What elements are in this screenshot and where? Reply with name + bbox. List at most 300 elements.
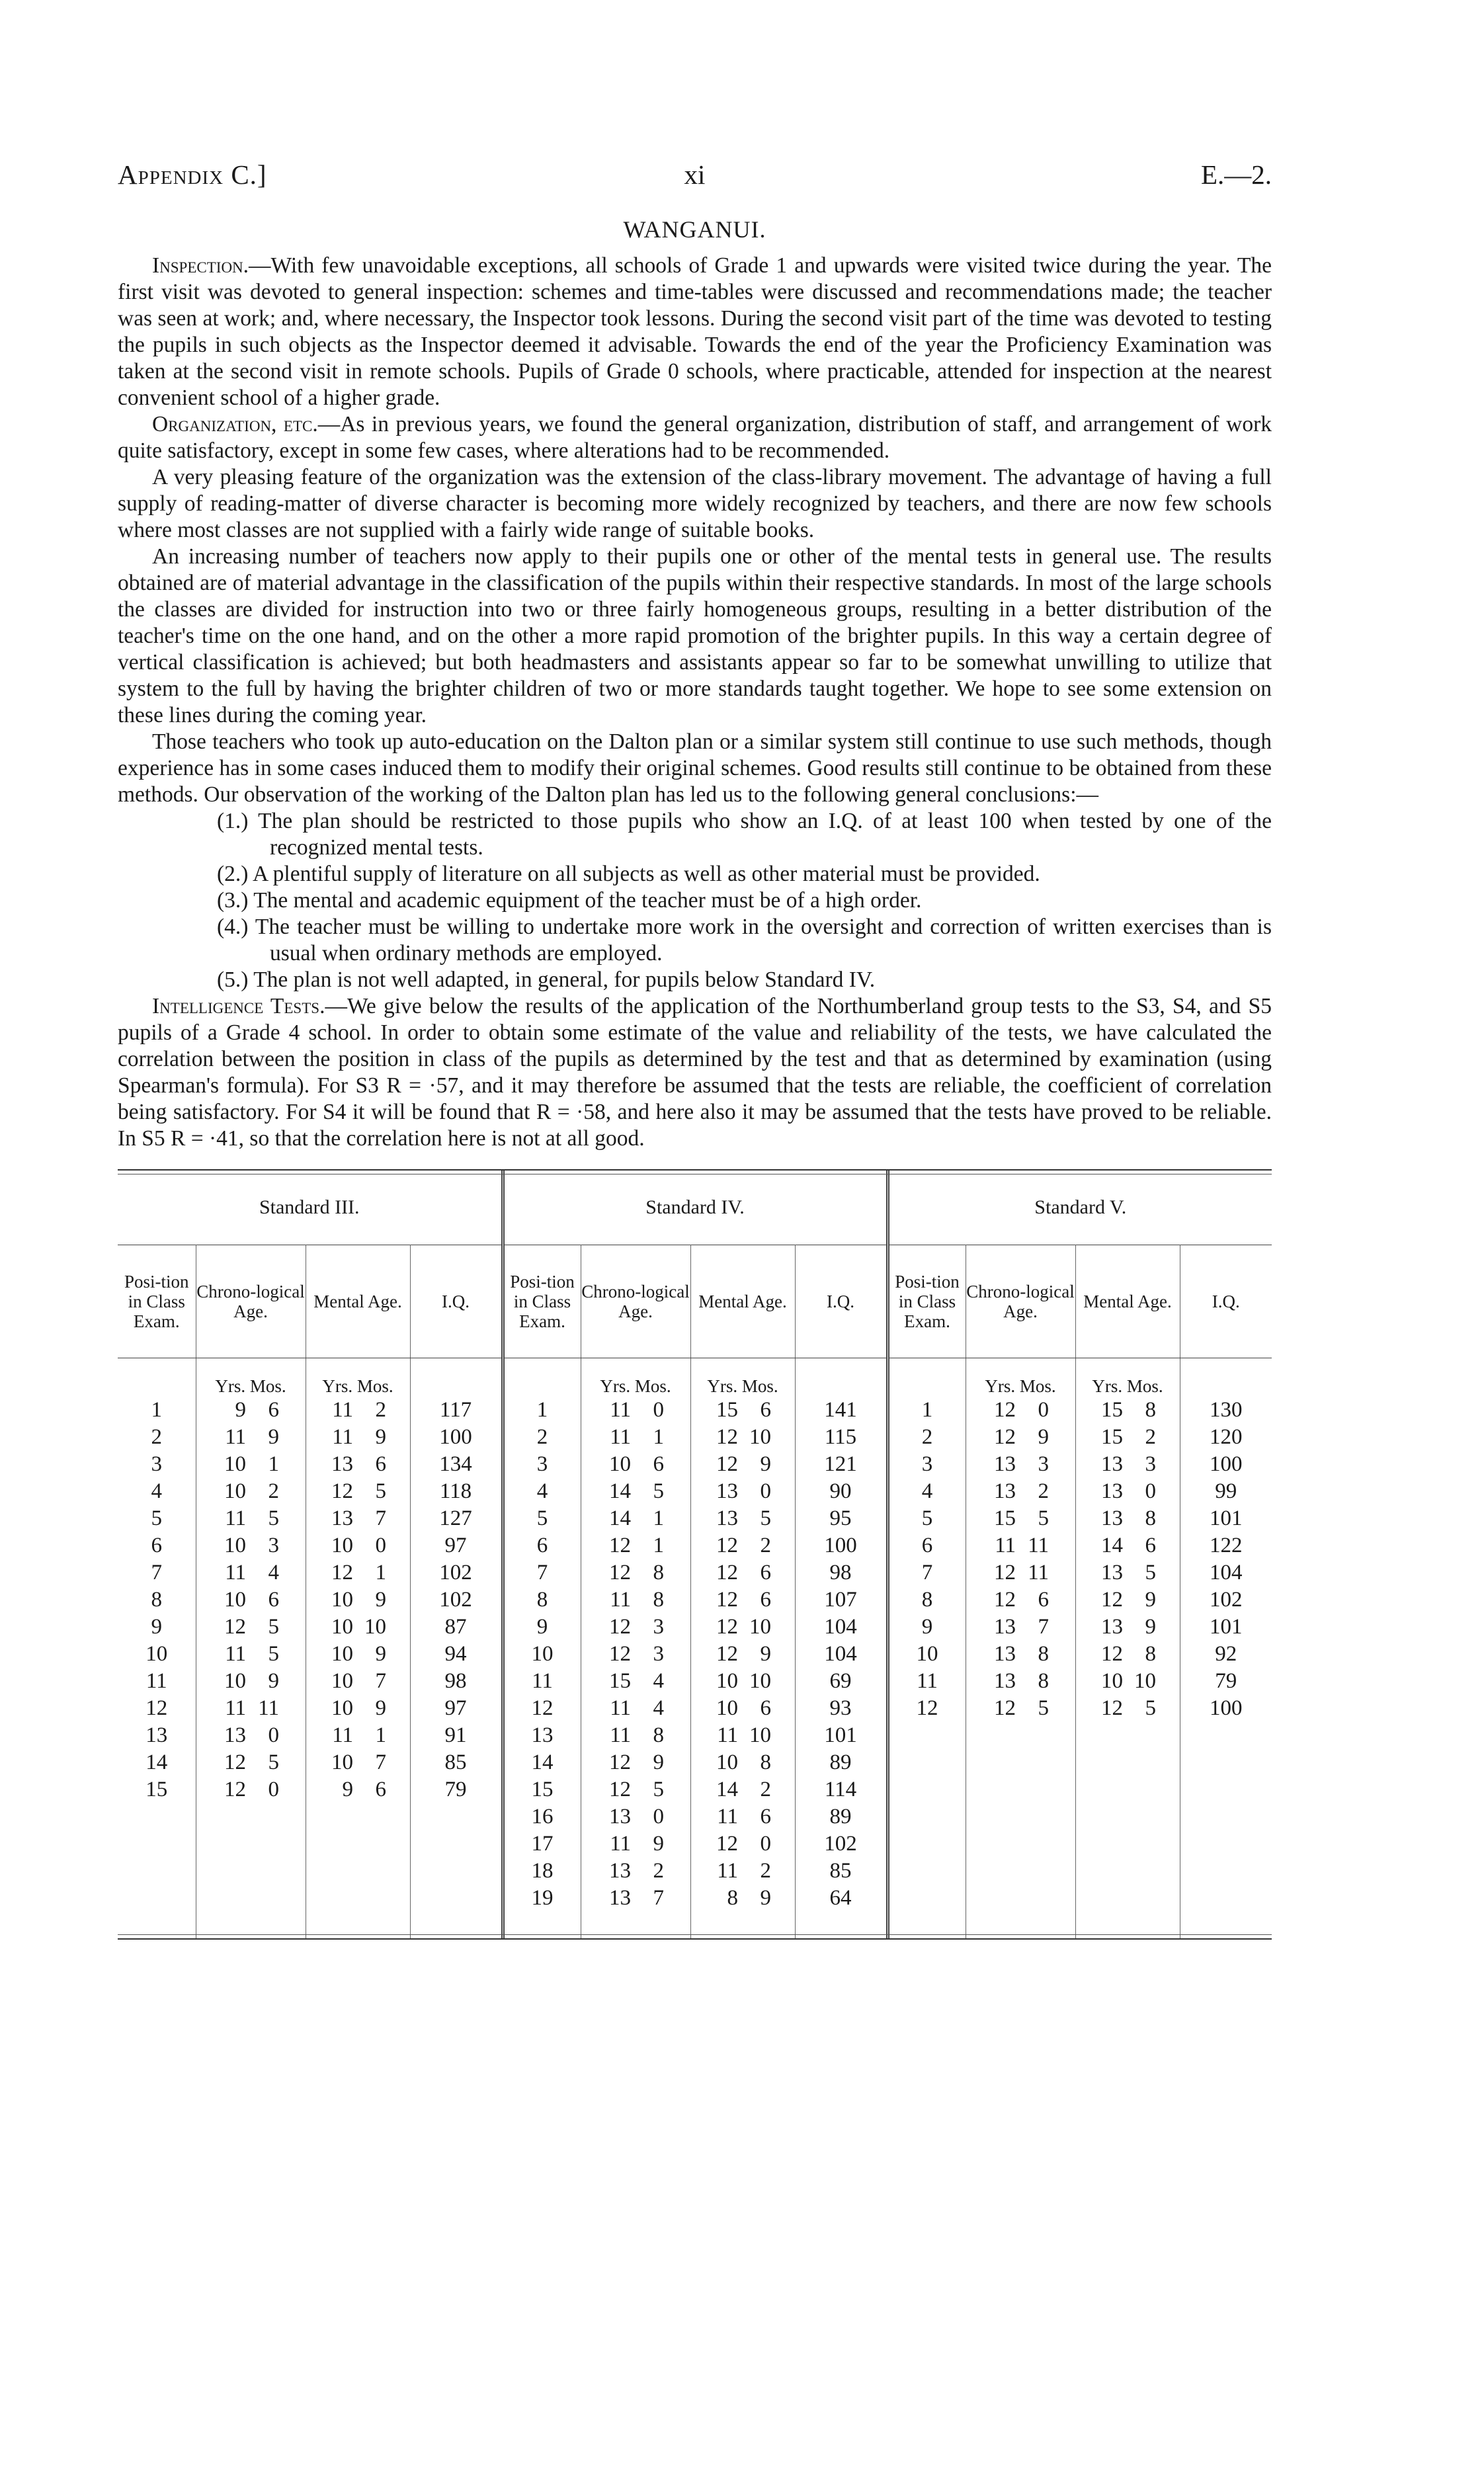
age-years: 12 xyxy=(716,1561,738,1584)
age-months: 0 xyxy=(653,1398,664,1422)
age-years: 14 xyxy=(716,1778,738,1801)
mental-age-cell xyxy=(690,1397,795,1424)
age-years: 12 xyxy=(716,1642,738,1666)
age-years: 11 xyxy=(332,1723,353,1747)
age-months: 3 xyxy=(1038,1452,1049,1476)
chronological-age-cell xyxy=(966,1668,1075,1695)
age-years: 14 xyxy=(1101,1534,1123,1557)
chronological-age-cell xyxy=(581,1749,690,1776)
age-months: 0 xyxy=(268,1778,279,1801)
age-months: 1 xyxy=(375,1723,386,1747)
age-months: 8 xyxy=(1145,1506,1156,1530)
iq-cell xyxy=(410,1885,503,1912)
chronological-age-cell xyxy=(966,1451,1075,1478)
mental-age-cell xyxy=(306,1586,410,1614)
chronological-age-cell xyxy=(196,1668,306,1695)
spacer-cell xyxy=(1180,1912,1272,1938)
chronological-age-cell xyxy=(966,1641,1075,1668)
units-cell xyxy=(118,1358,196,1397)
chronological-age-cell xyxy=(196,1559,306,1586)
iq-cell: 64 xyxy=(795,1885,887,1912)
mental-age-cell xyxy=(1075,1478,1180,1505)
mental-age-cell xyxy=(306,1776,410,1803)
iq-cell: 104 xyxy=(795,1614,887,1641)
position-cell: 16 xyxy=(503,1803,581,1830)
age-years: 12 xyxy=(716,1615,738,1639)
age-months: 5 xyxy=(375,1479,386,1503)
age-years: 13 xyxy=(1101,1615,1123,1639)
chronological-age-cell xyxy=(966,1505,1075,1532)
iq-header: I.Q. xyxy=(1180,1245,1272,1358)
age-months: 1 xyxy=(653,1534,664,1557)
position-cell: 7 xyxy=(503,1559,581,1586)
chronological-age-header: Chrono-logical Age. xyxy=(196,1245,306,1358)
document-page xyxy=(118,159,1272,1940)
iq-cell: 102 xyxy=(1210,1588,1243,1612)
table-row xyxy=(118,1451,1272,1478)
position-cell: 2 xyxy=(503,1424,581,1451)
age-months: 6 xyxy=(268,1398,279,1422)
position-cell: 10 xyxy=(887,1641,966,1668)
mental-age-cell xyxy=(690,1749,795,1776)
chronological-age-cell xyxy=(966,1858,1075,1885)
chronological-age-cell xyxy=(966,1830,1075,1858)
chronological-age-cell xyxy=(196,1614,306,1641)
position-cell: 1 xyxy=(887,1397,966,1424)
spacer-cell xyxy=(118,1912,196,1938)
age-months: 6 xyxy=(1145,1534,1156,1557)
position-cell: 12 xyxy=(118,1695,196,1722)
position-cell: 17 xyxy=(503,1830,581,1858)
chronological-age-cell xyxy=(581,1695,690,1722)
table-row xyxy=(118,1586,1272,1614)
iq-cell: 95 xyxy=(795,1505,887,1532)
age-months: 11 xyxy=(258,1696,279,1720)
position-cell xyxy=(887,1722,966,1749)
table-row xyxy=(118,1668,1272,1695)
age-years: 12 xyxy=(1101,1696,1123,1720)
mental-age-cell xyxy=(690,1505,795,1532)
table-row xyxy=(118,1478,1272,1505)
age-years: 13 xyxy=(609,1859,631,1883)
age-months: 2 xyxy=(760,1778,771,1801)
age-years: 10 xyxy=(716,1696,738,1720)
position-cell: 4 xyxy=(503,1478,581,1505)
position-header: Posi-tion in Class Exam. xyxy=(118,1245,196,1358)
position-cell: 11 xyxy=(887,1668,966,1695)
position-cell: 7 xyxy=(887,1559,966,1586)
age-years: 10 xyxy=(331,1588,353,1612)
chronological-age-cell xyxy=(966,1424,1075,1451)
age-years: 13 xyxy=(609,1805,631,1829)
age-months: 9 xyxy=(653,1832,664,1856)
age-months: 7 xyxy=(375,1506,386,1530)
mental-age-cell xyxy=(306,1478,410,1505)
iq-cell: 118 xyxy=(410,1478,503,1505)
age-years: 15 xyxy=(994,1506,1016,1530)
mental-age-header: Mental Age. xyxy=(1075,1245,1180,1358)
mental-age-cell xyxy=(1075,1668,1180,1695)
chronological-age-cell xyxy=(581,1614,690,1641)
spacer-cell xyxy=(410,1912,503,1938)
age-months: 0 xyxy=(268,1723,279,1747)
heading-inspection: Inspection. xyxy=(152,253,249,278)
iq-cell: 93 xyxy=(795,1695,887,1722)
age-years: 11 xyxy=(610,1588,631,1612)
mental-age-cell xyxy=(306,1830,410,1858)
mental-age-cell xyxy=(306,1695,410,1722)
age-months: 8 xyxy=(1145,1398,1156,1422)
position-cell: 19 xyxy=(503,1885,581,1912)
paragraph-inspection xyxy=(118,253,1272,411)
age-months: 8 xyxy=(653,1561,664,1584)
chronological-age-cell xyxy=(196,1885,306,1912)
age-months: 6 xyxy=(268,1588,279,1612)
age-months: 4 xyxy=(653,1669,664,1693)
mental-age-cell xyxy=(690,1776,795,1803)
iq-table xyxy=(118,1171,1272,1938)
age-years: 15 xyxy=(1101,1398,1123,1422)
conclusion-item: (2.) A plentiful supply of literature on all subjects as well as other material must be provided. xyxy=(217,862,1040,886)
age-years: 10 xyxy=(609,1452,631,1476)
age-months: 4 xyxy=(268,1561,279,1584)
section-title: WANGANUI. xyxy=(623,216,766,243)
iq-cell: 89 xyxy=(795,1803,887,1830)
chronological-age-cell xyxy=(581,1478,690,1505)
paragraph-dalton: Those teachers who took up auto-education on the Dalton plan or a similar system still continue to use such methods, though experience has in some cases induced them to modify their original schemes. Good results still continue to be obtained from these methods. Our observation of the working of the Dalton plan has led us to the following general conclusions:— xyxy=(118,729,1272,807)
age-years: 11 xyxy=(717,1723,738,1747)
age-years: 10 xyxy=(331,1615,353,1639)
age-years: 13 xyxy=(716,1479,738,1503)
page-header xyxy=(118,159,1272,205)
age-years: 11 xyxy=(995,1534,1016,1557)
chronological-age-cell xyxy=(196,1641,306,1668)
mental-age-cell xyxy=(690,1722,795,1749)
position-cell: 3 xyxy=(887,1451,966,1478)
age-years: 15 xyxy=(609,1669,631,1693)
conclusion-item: (3.) The mental and academic equipment of the teacher must be of a high order. xyxy=(217,888,922,913)
units-cell xyxy=(795,1358,887,1397)
conclusion-item: (4.) The teacher must be willing to undertake more work in the oversight and correction of written exercises than is usual when ordinary methods are employed. xyxy=(217,915,1272,966)
position-cell: 4 xyxy=(118,1478,196,1505)
chronological-age-cell xyxy=(196,1532,306,1559)
age-years: 12 xyxy=(994,1561,1016,1584)
age-years: 12 xyxy=(609,1642,631,1666)
mental-age-cell xyxy=(1075,1505,1180,1532)
units-label: Yrs. Mos. xyxy=(581,1358,690,1397)
position-cell: 7 xyxy=(118,1559,196,1586)
age-months: 9 xyxy=(1145,1615,1156,1639)
mental-age-cell xyxy=(690,1830,795,1858)
paragraph-mental-tests: An increasing number of teachers now apply to their pupils one or other of the mental tests in general use. The results obtained are of material advantage in the classification of the pupils within their respective standards. In most of the large schools the classes are divided for instruction into two or three fairly homogeneous groups, resulting in a better distribution of the teacher's time on the one hand, and on the other a more rapid promotion of the brighter pupils. In this way a certain degree of vertical classification is achieved; but both headmasters and assistants appear so far to be somewhat unwilling to utilize that system to the full by having the brighter children of two or more standards taught together. We hope to see some extension on these lines during the coming year. xyxy=(118,544,1272,727)
age-years: 12 xyxy=(716,1588,738,1612)
group-header-standard-5: Standard V. xyxy=(1034,1196,1127,1218)
mental-age-cell xyxy=(306,1641,410,1668)
age-years: 13 xyxy=(224,1723,246,1747)
chronological-age-cell xyxy=(581,1803,690,1830)
position-header: Posi-tion in Class Exam. xyxy=(887,1245,966,1358)
age-months: 11 xyxy=(1028,1534,1049,1557)
age-years: 11 xyxy=(717,1859,738,1883)
age-years: 12 xyxy=(994,1696,1016,1720)
iq-cell xyxy=(410,1803,503,1830)
age-months: 8 xyxy=(1038,1642,1049,1666)
age-months: 2 xyxy=(375,1398,386,1422)
table-row xyxy=(118,1885,1272,1912)
age-years: 12 xyxy=(224,1750,246,1774)
table-row xyxy=(118,1641,1272,1668)
position-cell: 14 xyxy=(503,1749,581,1776)
age-years: 11 xyxy=(225,1696,246,1720)
age-months: 3 xyxy=(653,1642,664,1666)
age-months: 0 xyxy=(1038,1398,1049,1422)
chronological-age-cell xyxy=(966,1803,1075,1830)
position-cell: 9 xyxy=(887,1614,966,1641)
table-row xyxy=(118,1532,1272,1559)
chronological-age-cell xyxy=(581,1858,690,1885)
units-cell xyxy=(887,1358,966,1397)
iq-cell: 101 xyxy=(1210,1506,1243,1530)
position-cell: 8 xyxy=(887,1586,966,1614)
chronological-age-cell xyxy=(196,1397,306,1424)
age-years: 15 xyxy=(716,1398,738,1422)
iq-header: I.Q. xyxy=(795,1245,887,1358)
iq-results-table xyxy=(118,1169,1272,1940)
age-years: 11 xyxy=(610,1696,631,1720)
age-months: 5 xyxy=(1145,1561,1156,1584)
age-years: 12 xyxy=(994,1425,1016,1449)
mental-age-cell xyxy=(1075,1830,1180,1858)
position-cell: 8 xyxy=(118,1586,196,1614)
age-months: 9 xyxy=(375,1696,386,1720)
mental-age-cell xyxy=(306,1722,410,1749)
age-months: 2 xyxy=(268,1479,279,1503)
iq-cell: 104 xyxy=(1210,1561,1243,1584)
text-intelligence: —We give below the results of the application of the Northumberland group tests to the S3, S4, and S5 pupils of a Grade 4 school. In order to obtain some estimate of the value and reliability of the tests, we have calculated the correlation between the position in class of the pupils as determined by the test and that as determined by examination (using Spearman's formula). For S3 R = ·57, and it may therefore be assumed that the tests are reliable, the coefficient of correlation being satisfactory. For S4 it will be found that R = ·58, and here also it may be assumed that the tests have proved to be reliable. In S5 R = ·41, so that the correlation here is not at all good. xyxy=(118,994,1272,1151)
iq-cell: 102 xyxy=(410,1559,503,1586)
mental-age-cell xyxy=(306,1424,410,1451)
chronological-age-cell xyxy=(581,1559,690,1586)
chronological-age-cell xyxy=(196,1749,306,1776)
iq-cell: 130 xyxy=(1210,1398,1243,1422)
age-years: 10 xyxy=(224,1534,246,1557)
iq-cell: 91 xyxy=(410,1722,503,1749)
report-body xyxy=(118,253,1272,1152)
age-months: 1 xyxy=(268,1452,279,1476)
age-years: 14 xyxy=(609,1506,631,1530)
position-cell xyxy=(887,1803,966,1830)
table-row xyxy=(118,1858,1272,1885)
document-code: E.—2. xyxy=(1200,159,1272,190)
mental-age-cell xyxy=(1075,1885,1180,1912)
position-cell: 13 xyxy=(503,1722,581,1749)
age-years: 11 xyxy=(225,1506,246,1530)
iq-header: I.Q. xyxy=(410,1245,503,1358)
iq-cell: 79 xyxy=(1215,1669,1237,1693)
age-years: 12 xyxy=(331,1561,353,1584)
mental-age-cell xyxy=(690,1641,795,1668)
age-years: 12 xyxy=(716,1832,738,1856)
position-cell: 15 xyxy=(118,1776,196,1803)
mental-age-cell xyxy=(306,1505,410,1532)
iq-cell: 90 xyxy=(795,1478,887,1505)
age-months: 9 xyxy=(760,1886,771,1910)
table-row xyxy=(118,1749,1272,1776)
iq-cell xyxy=(1180,1885,1272,1912)
age-months: 0 xyxy=(760,1479,771,1503)
paragraph-intelligence xyxy=(118,993,1272,1152)
chronological-age-cell xyxy=(196,1695,306,1722)
position-cell: 3 xyxy=(118,1451,196,1478)
age-months: 7 xyxy=(653,1886,664,1910)
age-months: 10 xyxy=(749,1615,771,1639)
iq-cell: 92 xyxy=(1215,1642,1237,1666)
chronological-age-cell xyxy=(196,1478,306,1505)
age-months: 5 xyxy=(268,1642,279,1666)
mental-age-cell xyxy=(306,1451,410,1478)
age-years: 12 xyxy=(716,1425,738,1449)
age-years: 12 xyxy=(716,1452,738,1476)
chronological-age-cell xyxy=(581,1668,690,1695)
chronological-age-cell xyxy=(966,1885,1075,1912)
age-years: 12 xyxy=(609,1534,631,1557)
chronological-age-cell xyxy=(196,1505,306,1532)
paragraph-organization xyxy=(118,411,1272,464)
position-cell: 11 xyxy=(503,1668,581,1695)
age-months: 6 xyxy=(760,1561,771,1584)
iq-cell: 120 xyxy=(1210,1425,1243,1449)
age-years: 10 xyxy=(716,1750,738,1774)
spacer-cell xyxy=(795,1912,887,1938)
age-months: 5 xyxy=(1145,1696,1156,1720)
chronological-age-cell xyxy=(581,1397,690,1424)
age-years: 11 xyxy=(610,1425,631,1449)
mental-age-cell xyxy=(690,1695,795,1722)
age-months: 6 xyxy=(760,1696,771,1720)
position-cell: 5 xyxy=(887,1505,966,1532)
iq-cell xyxy=(1180,1803,1272,1830)
age-years: 13 xyxy=(331,1506,353,1530)
chronological-age-cell xyxy=(966,1776,1075,1803)
units-label: Yrs. Mos. xyxy=(690,1358,795,1397)
position-cell: 12 xyxy=(503,1695,581,1722)
mental-age-cell xyxy=(1075,1614,1180,1641)
age-months: 7 xyxy=(375,1750,386,1774)
chronological-age-cell xyxy=(581,1505,690,1532)
age-years: 12 xyxy=(994,1398,1016,1422)
age-months: 8 xyxy=(1145,1642,1156,1666)
position-cell: 4 xyxy=(887,1478,966,1505)
mental-age-cell xyxy=(1075,1532,1180,1559)
age-years: 10 xyxy=(224,1588,246,1612)
age-months: 5 xyxy=(1038,1696,1049,1720)
age-years: 9 xyxy=(342,1778,353,1801)
iq-cell: 115 xyxy=(795,1424,887,1451)
iq-cell: 100 xyxy=(1210,1696,1243,1720)
age-months: 7 xyxy=(375,1669,386,1693)
mental-age-cell xyxy=(690,1668,795,1695)
age-years: 10 xyxy=(331,1669,353,1693)
chronological-age-cell xyxy=(966,1478,1075,1505)
age-months: 5 xyxy=(653,1479,664,1503)
table-row xyxy=(118,1776,1272,1803)
iq-cell: 141 xyxy=(795,1397,887,1424)
age-months: 8 xyxy=(760,1750,771,1774)
conclusion-item: (1.) The plan should be restricted to those pupils who show an I.Q. of at least 100 when tested by one of the recognized mental tests. xyxy=(217,809,1272,860)
position-cell: 12 xyxy=(887,1695,966,1722)
age-months: 5 xyxy=(268,1750,279,1774)
position-cell xyxy=(118,1803,196,1830)
heading-intelligence: Intelligence Tests. xyxy=(152,994,325,1018)
mental-age-cell xyxy=(690,1559,795,1586)
conclusion-item: (5.) The plan is not well adapted, in general, for pupils below Standard IV. xyxy=(217,967,876,992)
units-cell xyxy=(503,1358,581,1397)
iq-cell: 85 xyxy=(410,1749,503,1776)
age-months: 0 xyxy=(760,1832,771,1856)
iq-cell: 85 xyxy=(795,1858,887,1885)
age-years: 11 xyxy=(717,1805,738,1829)
age-months: 5 xyxy=(268,1506,279,1530)
mental-age-cell xyxy=(690,1532,795,1559)
iq-cell: 104 xyxy=(795,1641,887,1668)
age-months: 3 xyxy=(653,1615,664,1639)
spacer-cell xyxy=(581,1912,690,1938)
age-years: 10 xyxy=(331,1534,353,1557)
appendix-label: Appendix C.] xyxy=(118,159,267,190)
age-years: 9 xyxy=(235,1398,246,1422)
iq-cell: 100 xyxy=(410,1424,503,1451)
iq-cell: 99 xyxy=(1215,1479,1237,1503)
position-cell: 15 xyxy=(503,1776,581,1803)
age-months: 9 xyxy=(653,1750,664,1774)
mental-age-cell xyxy=(306,1858,410,1885)
iq-cell xyxy=(1180,1722,1272,1749)
position-cell: 6 xyxy=(503,1532,581,1559)
table-row xyxy=(118,1614,1272,1641)
age-months: 9 xyxy=(760,1452,771,1476)
position-cell: 11 xyxy=(118,1668,196,1695)
chronological-age-cell xyxy=(581,1451,690,1478)
iq-cell: 79 xyxy=(410,1776,503,1803)
age-years: 11 xyxy=(225,1561,246,1584)
iq-cell: 117 xyxy=(410,1397,503,1424)
mental-age-cell xyxy=(690,1885,795,1912)
chronological-age-cell xyxy=(966,1722,1075,1749)
age-months: 8 xyxy=(1038,1669,1049,1693)
position-cell: 2 xyxy=(118,1424,196,1451)
age-years: 12 xyxy=(331,1479,353,1503)
age-months: 9 xyxy=(268,1669,279,1693)
mental-age-cell xyxy=(690,1586,795,1614)
age-months: 5 xyxy=(268,1615,279,1639)
age-months: 4 xyxy=(653,1696,664,1720)
age-months: 2 xyxy=(1145,1425,1156,1449)
age-months: 2 xyxy=(760,1534,771,1557)
chronological-age-cell xyxy=(966,1397,1075,1424)
age-months: 6 xyxy=(375,1452,386,1476)
age-months: 1 xyxy=(653,1425,664,1449)
age-years: 12 xyxy=(716,1534,738,1557)
mental-age-cell xyxy=(306,1749,410,1776)
mental-age-cell xyxy=(690,1451,795,1478)
age-years: 12 xyxy=(609,1615,631,1639)
chronological-age-cell xyxy=(196,1830,306,1858)
position-cell xyxy=(887,1858,966,1885)
mental-age-cell xyxy=(690,1614,795,1641)
group-header-standard-4: Standard IV. xyxy=(503,1171,887,1245)
age-years: 13 xyxy=(609,1886,631,1910)
position-cell xyxy=(118,1885,196,1912)
